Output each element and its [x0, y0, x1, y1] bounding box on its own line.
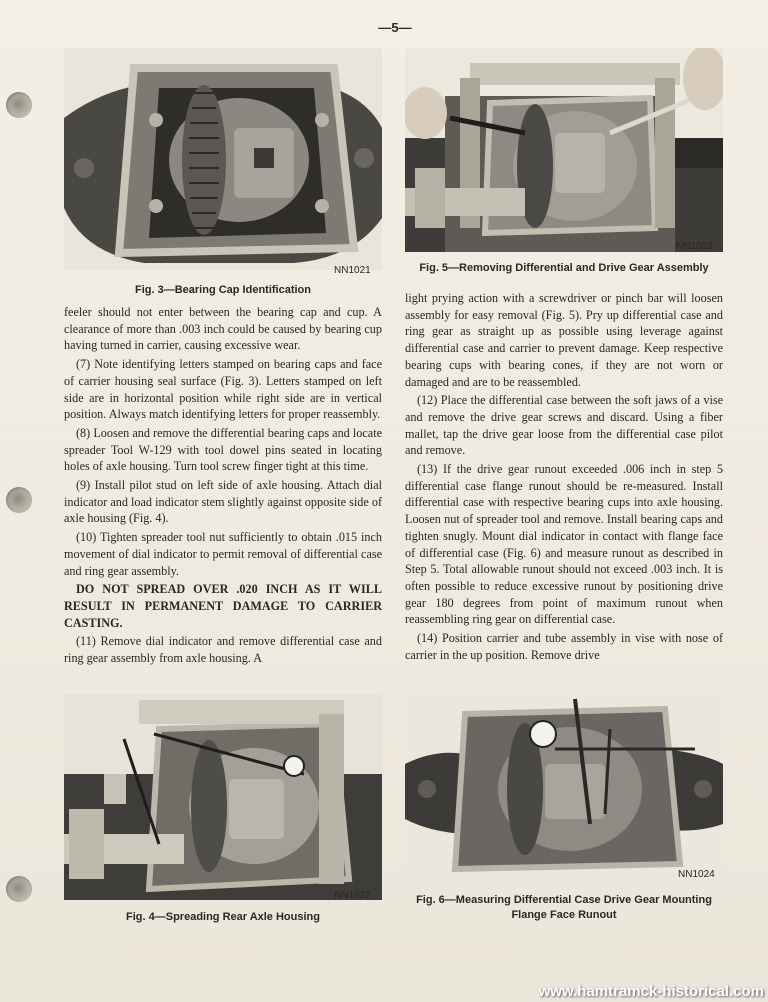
binder-hole-middle [6, 487, 32, 513]
fig3-code: NN1021 [334, 265, 371, 276]
right-column [405, 290, 723, 665]
warning-notice: DO NOT SPREAD OVER .020 INCH AS IT WILL RESULT IN PERMANENT DAMAGE TO CARRIER CASTING. [64, 582, 382, 630]
paragraph-prying: light prying action with a screwdriver or pinch bar will loosen assembly for easy removal (Fig. 5). Pry up differential case and ring gear as straight up as possible using leverage against differential case and carrier to prevent damage. Keep respective bearing cups with bearing cones, if they are not worn or damaged and are to be reassembled. [405, 291, 723, 389]
fig6-caption-line1: Fig. 6—Measuring Differential Case Drive Gear Mounting [416, 894, 712, 906]
fig6-caption [405, 893, 723, 923]
paragraph-feeler: feeler should not enter between the bearing cap and cup. A clearance of more than .003 inch could be caused by bearing cup having turned in carrier, causing excessive wear. [64, 305, 382, 353]
fig4-code: NN1022 [334, 890, 371, 901]
fig5-code: NN1023 [676, 241, 713, 252]
binder-hole-top [6, 92, 32, 118]
page-number: —5— [378, 20, 412, 35]
watermark: www.hamtramck-historical.com [538, 983, 764, 1000]
left-column [64, 304, 382, 669]
fig5-caption: Fig. 5—Removing Differential and Drive Gear Assembly [419, 262, 709, 274]
paragraph-step-7: (7) Note identifying letters stamped on bearing caps and face of carrier housing seal surface (Fig. 3). Letters stamped on left side are in horizontal position while right side are in vertical position. Always match identifying letters for proper reassembly. [64, 357, 382, 422]
paragraph-step-11: (11) Remove dial indicator and remove differential case and ring gear assembly from axle housing. A [64, 634, 382, 666]
fig6-photo [405, 694, 723, 878]
fig3-caption: Fig. 3—Bearing Cap Identification [134, 284, 312, 296]
fig4-photo [64, 694, 382, 900]
paragraph-step-12: (12) Place the differential case between the soft jaws of a vise and remove the drive gear screws and discard. Using a fiber mallet, tap the drive gear loose from the differential case pilot and remove. [405, 393, 723, 458]
fig6-caption-line2: Flange Face Runout [511, 909, 617, 921]
paragraph-step-14: (14) Position carrier and tube assembly in vise with nose of carrier in the up position. Remove drive [405, 631, 723, 662]
fig5-photo [405, 48, 723, 252]
paragraph-step-10: (10) Tighten spreader tool nut sufficiently to obtain .015 inch movement of dial indicator to permit removal of differential case and ring gear assembly. [64, 530, 382, 578]
binder-hole-bottom [6, 876, 32, 902]
fig4-caption: Fig. 4—Spreading Rear Axle Housing [126, 911, 320, 923]
paragraph-step-9: (9) Install pilot stud on left side of axle housing. Attach dial indicator and load indicator stem slightly against opposite side of axle housing (Fig. 4). [64, 478, 382, 526]
fig3-photo [64, 48, 382, 270]
paragraph-step-8: (8) Loosen and remove the differential bearing caps and locate spreader Tool W-129 with tool dowel pins seated in locating holes of axle housing. Turn tool screw finger tight at this time. [64, 425, 382, 474]
fig6-code: NN1024 [678, 869, 715, 880]
paragraph-step-13: (13) If the drive gear runout exceeded .006 inch in step 5 differential case flange runout should be re-measured. Install differential case with respective bearing cups into axle housing. Loosen nut of spreader tool and remove. Install bearing caps and tighten snugly. Mount dial indicator in contact with flange face of differential case (Fig. 6) and measure runout as described in Step 5. Total allowable runout should not exceed .003 inch. It is often possible to reduce excessive runout by positioning drive gear 180 degrees from point of maximum runout when reassembling ring gear on differential case. [405, 462, 723, 627]
